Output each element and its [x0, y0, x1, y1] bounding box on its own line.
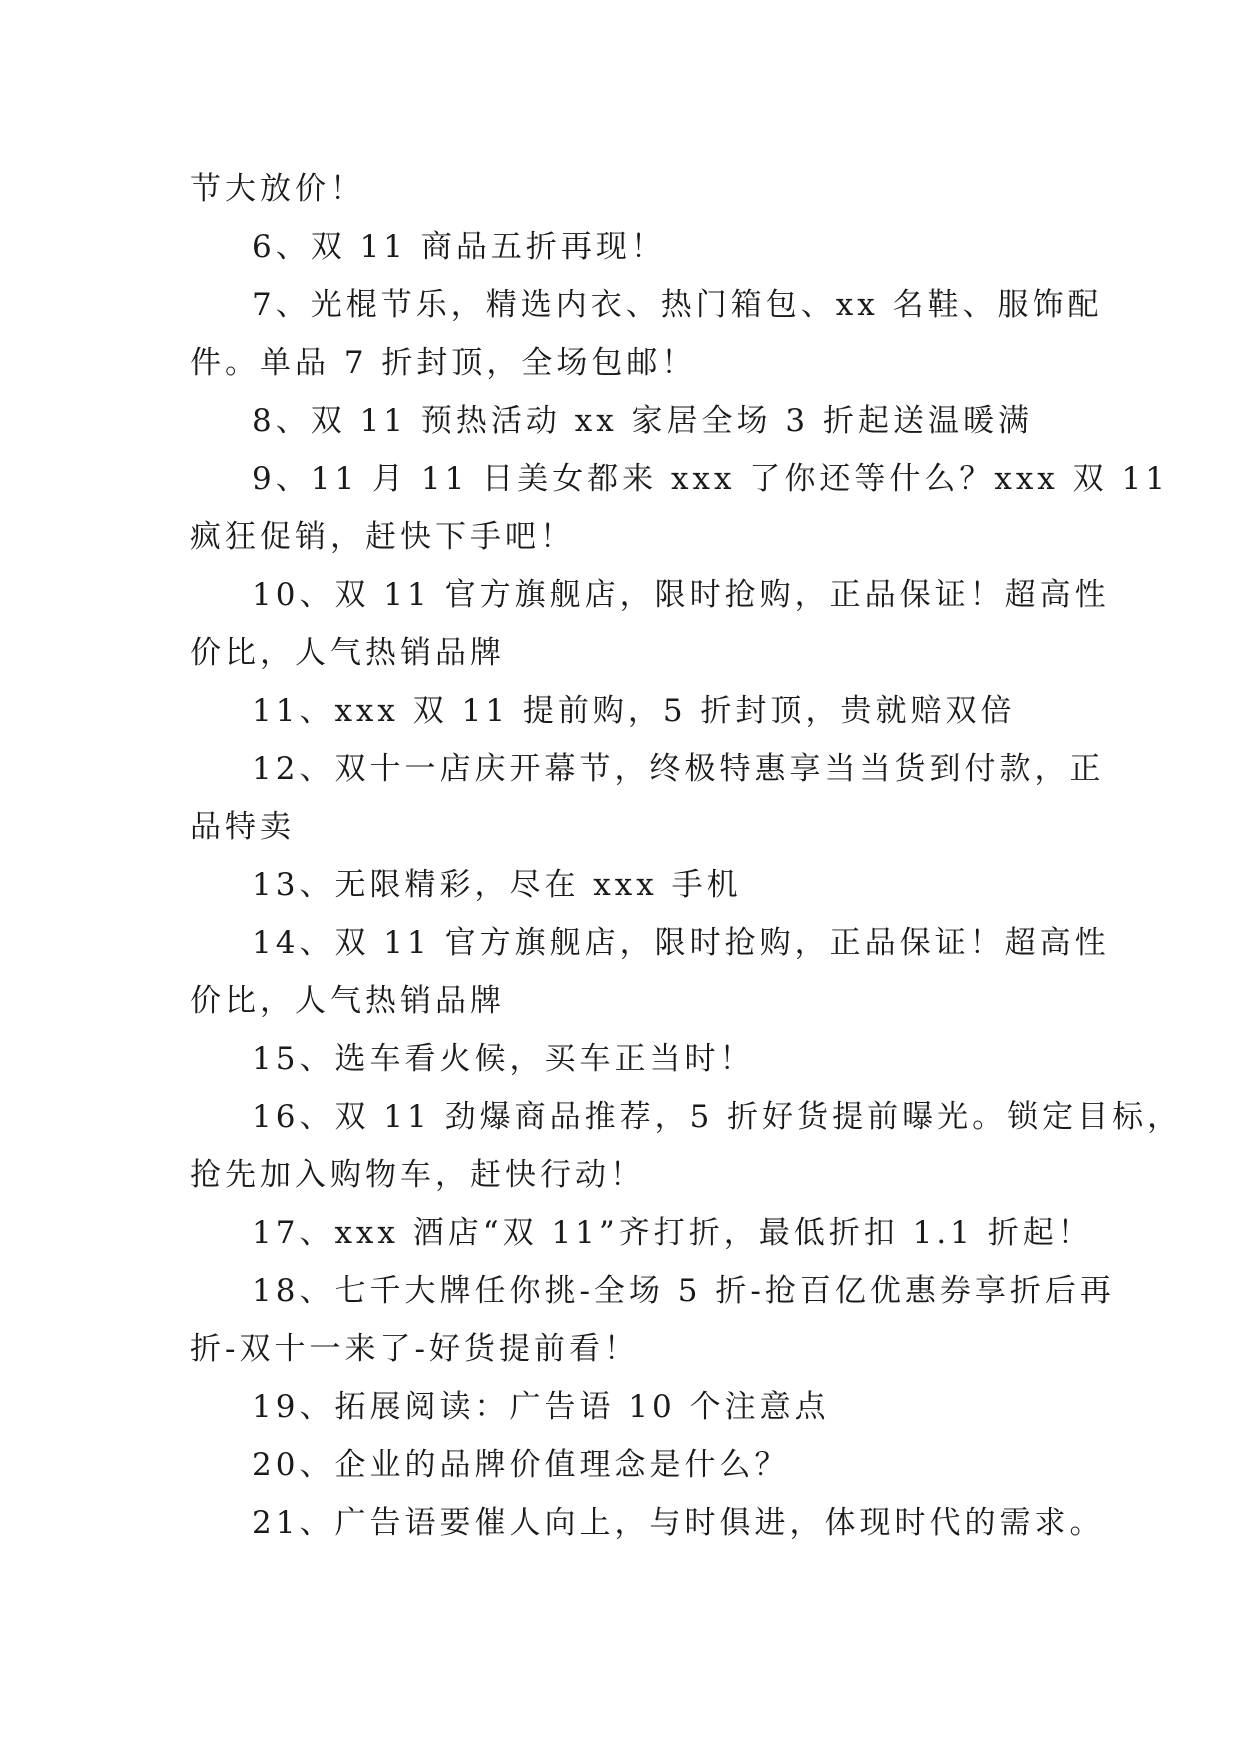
document-page — [190, 160, 1183, 1552]
list-item-9: 9、11 月 11 日美女都来 xxx 了你还等什么？xxx 双 11 — [252, 461, 1169, 497]
list-item-14-continuation: 价比，人气热销品牌 — [190, 983, 505, 1019]
list-item-7: 7、光棍节乐，精选内衣、热门箱包、xx 名鞋、服饰配 — [252, 287, 1103, 323]
list-item-12: 12、双十一店庆开幕节，终极特惠享当当货到付款，正 — [252, 751, 1105, 787]
list-item-16-continuation: 抢先加入购物车，赶快行动！ — [190, 1157, 645, 1193]
list-item-17: 17、xxx 酒店“双 11”齐打折，最低折扣 1.1 折起！ — [252, 1215, 1093, 1251]
list-item-7-continuation: 件。单品 7 折封顶，全场包邮！ — [190, 345, 697, 381]
list-item-15: 15、选车看火候，买车正当时！ — [252, 1041, 755, 1077]
list-item-6: 6、双 11 商品五折再现！ — [252, 229, 666, 265]
list-item-8: 8、双 11 预热活动 xx 家居全场 3 折起送温暖满 — [252, 403, 1033, 439]
list-item-13: 13、无限精彩，尽在 xxx 手机 — [252, 867, 742, 903]
list-item-14: 14、双 11 官方旗舰店，限时抢购，正品保证！超高性 — [252, 925, 1110, 961]
list-item-9-continuation: 疯狂促销，赶快下手吧！ — [190, 519, 575, 555]
text-line-continuation: 节大放价！ — [190, 171, 365, 207]
list-item-21: 21、广告语要催人向上，与时俱进，体现时代的需求。 — [252, 1505, 1105, 1541]
list-item-11: 11、xxx 双 11 提前购，5 折封顶，贵就赔双倍 — [252, 693, 1016, 729]
list-item-20: 20、企业的品牌价值理念是什么？ — [252, 1447, 790, 1483]
list-item-12-continuation: 品特卖 — [190, 809, 295, 845]
list-item-16: 16、双 11 劲爆商品推荐，5 折好货提前曝光。锁定目标， — [252, 1099, 1183, 1135]
list-item-10-continuation: 价比，人气热销品牌 — [190, 635, 505, 671]
list-item-10: 10、双 11 官方旗舰店，限时抢购，正品保证！超高性 — [252, 577, 1110, 613]
list-item-18: 18、七千大牌任你挑-全场 5 折-抢百亿优惠券享折后再 — [252, 1273, 1115, 1309]
list-item-18-continuation: 折-双十一来了-好货提前看！ — [190, 1331, 639, 1367]
list-item-19: 19、拓展阅读：广告语 10 个注意点 — [252, 1389, 830, 1425]
